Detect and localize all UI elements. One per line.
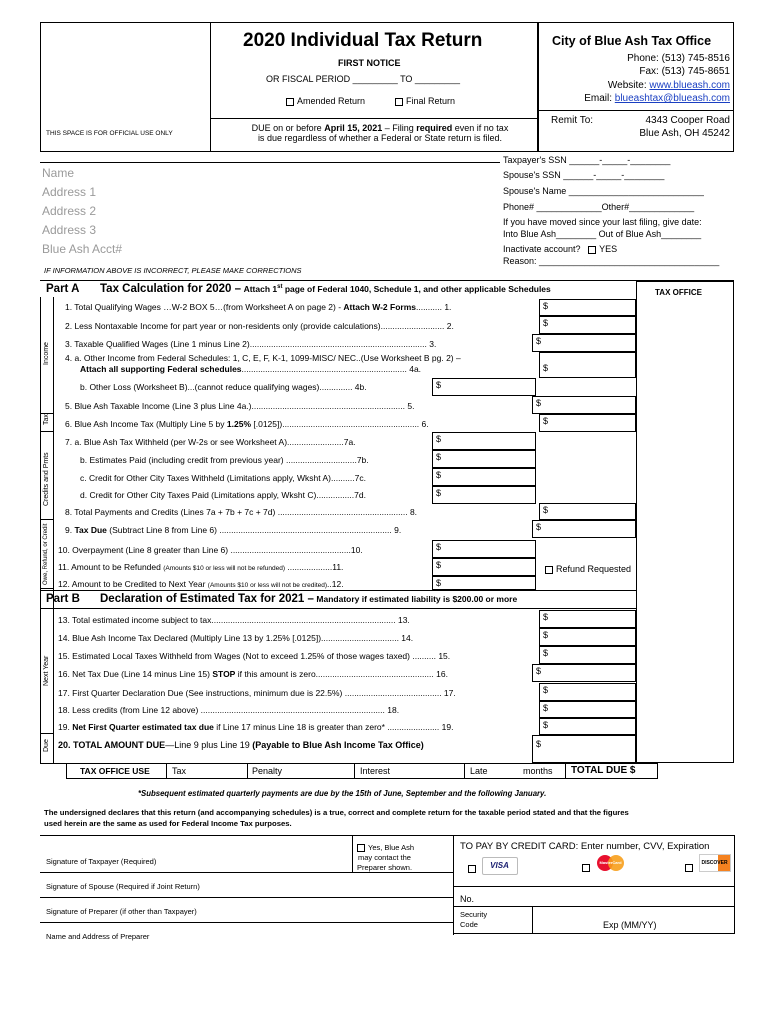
line-7c-amount[interactable]: $ [432, 468, 536, 486]
spouse-ssn[interactable]: Spouse's SSN ______-_____-________ [503, 170, 665, 180]
address1-field[interactable]: Address 1 [42, 185, 97, 199]
amended-return-option[interactable]: Amended Return [286, 96, 365, 106]
fiscal-period: OR FISCAL PERIOD _________ TO _________ [266, 74, 460, 84]
contact-preparer-option[interactable]: Yes, Blue Ash may contact the Preparer shown. [357, 843, 415, 872]
account-field[interactable]: Blue Ash Acct# [42, 242, 123, 256]
address2-field[interactable]: Address 2 [42, 204, 97, 218]
inactivate-yes-checkbox[interactable] [588, 246, 596, 254]
line-7a-amount[interactable]: $ [432, 432, 536, 450]
side-income: Income [43, 342, 50, 365]
part-a-title: Tax Calculation for 2020 – Attach 1st page of Federal 1040, Schedule 1, and other applicable Schedules [100, 283, 551, 295]
line-20: 20. TOTAL AMOUNT DUE—Line 9 plus Line 19 (Payable to Blue Ash Income Tax Office) [58, 740, 424, 750]
name-field[interactable]: Name [42, 166, 75, 180]
line-7c: c. Credit for Other City Taxes Withheld (Limitations apply, Wksht A)..........7c. [80, 473, 366, 483]
refund-requested-option[interactable]: Refund Requested [545, 564, 631, 574]
side-due: Due [43, 739, 50, 752]
sig-taxpayer-label: Signature of Taxpayer (Required) [46, 857, 157, 866]
line-6-amount[interactable]: $ [539, 414, 636, 432]
line-15: 15. Estimated Local Taxes Withheld from Wages (Not to exceed 1.25% of those wages taxed) .......... 15. [58, 651, 451, 661]
line-10: 10. Overpayment (Line 8 greater than Line 6) ...................................................10. [58, 545, 363, 555]
line-19-amount[interactable]: $ [539, 718, 636, 735]
tax-cell: Tax [172, 766, 187, 776]
spouse-name[interactable]: Spouse's Name ___________________________ [503, 186, 704, 196]
mastercard-logo: MasterCard [596, 854, 626, 874]
side-credits: Credits and Pmts [43, 452, 50, 506]
discover-checkbox[interactable] [685, 864, 693, 872]
line-1: 1. Total Qualifying Wages …W-2 BOX 5…(from Worksheet A on page 2) - Attach W-2 Forms........... 1. [65, 302, 452, 312]
penalty-cell: Penalty [252, 766, 283, 776]
line-10-amount[interactable]: $ [432, 540, 536, 558]
line-14: 14. Blue Ash Income Tax Declared (Multiply Line 13 by 1.25% [.0125])................................. 14. [58, 633, 414, 643]
tax-office-heading: TAX OFFICE [655, 288, 702, 297]
line-20-amount[interactable]: $ [532, 735, 636, 763]
months-cell: months [523, 766, 553, 776]
office-phone: Phone: (513) 745-8516 [627, 53, 730, 64]
tax-office-column [636, 281, 734, 763]
tax-office-use-label: TAX OFFICE USE [80, 766, 150, 776]
line-7a: 7. a. Blue Ash Tax Withheld (per W-2s or see Worksheet A)........................7a. [65, 437, 356, 447]
line-2: 2. Less Nontaxable Income for part year or non-residents only (provide calculations)........................... 2. [65, 321, 454, 331]
line-18: 18. Less credits (from Line 12 above) .............................................................................. 18. [58, 705, 400, 715]
line-15-amount[interactable]: $ [539, 646, 636, 664]
line-4a-label: 4. a. Other Income from Federal Schedules: 1, C, E, F, K-1, 1099-MISC/ NEC..(Use Worksheet B pg. 2) – [65, 353, 461, 363]
part-b-title: Declaration of Estimated Tax for 2021 – Mandatory if estimated liability is $200.00 or more [100, 593, 518, 605]
taxpayer-ssn[interactable]: Taxpayer's SSN ______-_____-________ [503, 155, 671, 165]
line-8-amount[interactable]: $ [539, 503, 636, 520]
sig-preparer-label: Signature of Preparer (if other than Taxpayer) [46, 907, 197, 916]
address3-field[interactable]: Address 3 [42, 223, 97, 237]
line-1-amount[interactable]: $ [539, 299, 636, 316]
side-tax: Tax [43, 414, 50, 425]
card-number-field[interactable] [453, 906, 735, 907]
remit-line2: Blue Ash, OH 45242 [639, 128, 730, 139]
line-9: 9. Tax Due (Subtract Line 8 from Line 6) ......................................................................... 9. [65, 525, 402, 535]
visa-logo: VISA [482, 857, 518, 875]
first-notice: FIRST NOTICE [338, 58, 401, 68]
contact-preparer-checkbox[interactable] [357, 844, 365, 852]
line-3: 3. Taxable Qualified Wages (Line 1 minus Line 2)........................................................................... 3. [65, 339, 437, 349]
due-notice: DUE on or before April 15, 2021 – Filing required even if no tax is due regardless of whether a Federal or State return is filed. [251, 123, 509, 143]
sig-spouse-label: Signature of Spouse (Required if Joint Return) [46, 882, 200, 891]
form-title: 2020 Individual Tax Return [243, 30, 483, 51]
line-14-amount[interactable]: $ [539, 628, 636, 646]
interest-cell: Interest [360, 766, 391, 776]
total-due-cell: TOTAL DUE $ [571, 765, 636, 776]
discover-option[interactable] [685, 854, 731, 872]
line-7d-amount[interactable]: $ [432, 486, 536, 504]
line-16-amount[interactable]: $ [532, 664, 636, 682]
line-16: 16. Net Tax Due (Line 14 minus Line 15) STOP if this amount is zero.................................................. 16. [58, 669, 448, 679]
office-name: City of Blue Ash Tax Office [552, 34, 712, 48]
line-11-amount[interactable]: $ [432, 558, 536, 576]
line-5: 5. Blue Ash Taxable Income (Line 3 plus Line 4a.)................................................................. 5. [65, 401, 415, 411]
inactivate-row: Inactivate account? YES [503, 244, 618, 254]
line-3-amount[interactable]: $ [532, 334, 636, 352]
correction-note: IF INFORMATION ABOVE IS INCORRECT, PLEASE MAKE CORRECTIONS [44, 266, 302, 275]
remit-label: Remit To: [551, 115, 594, 126]
mastercard-checkbox[interactable] [582, 864, 590, 872]
line-17: 17. First Quarter Declaration Due (See instructions, minimum due is 22.5%) ......................................... 17. [58, 688, 456, 698]
mastercard-option[interactable] [582, 854, 626, 874]
security-code-label: Security Code [460, 910, 488, 929]
moved-line1: If you have moved since your last filing, give date: [503, 217, 702, 227]
office-website[interactable]: Website: www.blueash.com [607, 80, 730, 91]
line-7d: d. Credit for Other City Taxes Paid (Limitations apply, Wksht C)................7d. [80, 490, 366, 500]
line-12: 12. Amount to be Credited to Next Year (Amounts $10 or less will not be credited)..12. [58, 579, 344, 589]
line-13: 13. Total estimated income subject to tax.............................................................................. 13. [58, 615, 410, 625]
credit-card-title: TO PAY BY CREDIT CARD: Enter number, CVV, Expiration [460, 841, 710, 852]
phone-field[interactable]: Phone# _____________Other#_____________ [503, 202, 695, 212]
line-8: 8. Total Payments and Credits (Lines 7a + 7b + 7c + 7d) ....................................................... 8. [65, 507, 418, 517]
line-12-amount[interactable]: $ [432, 576, 536, 590]
side-owe: Owe, Refund, or Credit [43, 523, 49, 585]
amended-checkbox[interactable] [286, 98, 294, 106]
final-return-option[interactable]: Final Return [395, 96, 455, 106]
discover-logo: DISCOVER [699, 854, 731, 872]
declaration-line2: used herein are the same as used for Federal Income Tax purposes. [44, 819, 292, 828]
part-a-label: Part A [46, 283, 80, 295]
expiration-label: Exp (MM/YY) [603, 920, 657, 930]
line-4b-amount[interactable]: $ [432, 378, 536, 396]
refund-requested-checkbox[interactable] [545, 566, 553, 574]
office-fax: Fax: (513) 745-8651 [639, 66, 730, 77]
line-5-amount[interactable]: $ [532, 396, 636, 414]
line-11: 11. Amount to be Refunded (Amounts $10 or less will not be refunded) ...................11. [58, 562, 344, 572]
remit-line1: 4343 Cooper Road [645, 115, 730, 126]
line-4a-attach: Attach all supporting Federal schedules...................................................................... 4a. [80, 364, 422, 374]
official-use-label: THIS SPACE IS FOR OFFICIAL USE ONLY [46, 130, 173, 137]
card-number-label: No. [460, 894, 475, 904]
late-cell: Late [470, 766, 488, 776]
side-next-year: Next Year [43, 655, 50, 686]
line-9-amount[interactable]: $ [532, 520, 636, 538]
line-19: 19. Net First Quarter estimated tax due if Line 17 minus Line 18 is greater than zero* ...................... 19. [58, 722, 454, 732]
reason-field[interactable]: Reason: ____________________________________ [503, 256, 720, 266]
line-7b: b. Estimates Paid (including credit from previous year) ..............................7b. [80, 455, 369, 465]
quarterly-note: *Subsequent estimated quarterly payments are due by the 15th of June, September and the following January. [138, 789, 547, 798]
line-2-amount[interactable]: $ [539, 316, 636, 334]
preparer-address-label: Name and Address of Preparer [46, 932, 150, 941]
visa-option[interactable] [468, 857, 518, 875]
visa-checkbox[interactable] [468, 865, 476, 873]
part-b-label: Part B [46, 593, 80, 605]
line-4b: b. Other Loss (Worksheet B)...(cannot reduce qualifying wages).............. 4b. [80, 382, 367, 392]
office-email[interactable]: Email: blueashtax@blueash.com [584, 93, 730, 104]
line-18-amount[interactable]: $ [539, 701, 636, 718]
line-4a-amount[interactable]: $ [539, 352, 636, 378]
line-13-amount[interactable]: $ [539, 610, 636, 628]
declaration-line1: The undersigned declares that this return (and accompanying schedules) is a true, correct and complete return for the taxable period stated and that the figures [44, 808, 629, 817]
moved-line2[interactable]: Into Blue Ash________ Out of Blue Ash________ [503, 229, 702, 239]
line-6: 6. Blue Ash Income Tax (Multiply Line 5 by 1.25% [.0125]).......................................................... 6. [65, 419, 429, 429]
line-17-amount[interactable]: $ [539, 683, 636, 701]
final-checkbox[interactable] [395, 98, 403, 106]
line-7b-amount[interactable]: $ [432, 450, 536, 468]
